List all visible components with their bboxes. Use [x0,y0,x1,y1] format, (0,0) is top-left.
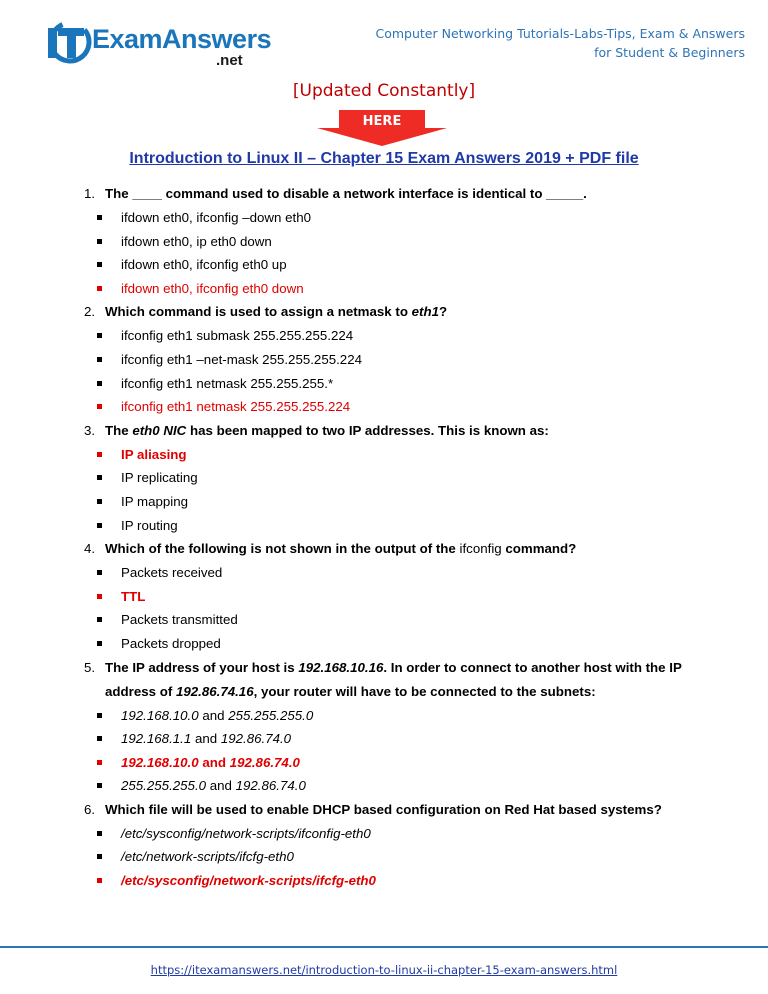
tagline-line-2: for Student & Beginners [594,45,745,60]
option [84,727,724,751]
question-4 [84,537,724,561]
tagline-line-1: Computer Networking Tutorials-Labs-Tips, Exam & Answers [375,26,745,41]
question-text: command? [501,541,577,557]
question-text: Which command is used to assign a netmask to [105,304,412,320]
question-text: ? [438,304,448,320]
option-part: 192.168.10.0 [121,754,199,770]
option: IP mapping [84,490,724,514]
option-part: and [198,754,230,770]
option-part: and [206,778,236,794]
option-part: 255.255.255.0 [228,707,314,723]
logo-net: .net [216,52,243,69]
option-part: 192.86.74.0 [220,731,292,747]
correct-option: TTL [84,585,724,609]
question-number: 2. [84,304,96,320]
question-text: The [105,422,133,438]
question-5 [84,656,724,704]
option: ifconfig eth1 –net-mask 255.255.255.224 [84,348,724,372]
question-term: 192.86.74.16 [175,683,254,699]
option: ifconfig eth1 submask 255.255.255.224 [84,324,724,348]
question-number: 6. [84,801,96,817]
question-text: Which file will be used to enable DHCP based configuration on Red Hat based systems? [105,801,662,817]
option: IP replicating [84,466,724,490]
question-term: eth1 [411,304,439,320]
site-tagline [325,24,745,62]
question-number: 4. [84,541,96,557]
updated-banner: [Updated Constantly] [292,81,476,101]
option: ifdown eth0, ifconfig –down eth0 [84,206,724,230]
option: Packets dropped [84,632,724,656]
question-1 [84,182,724,206]
question-text: The ____ command used to disable a network interface is identical to _____. [105,186,587,201]
option-part: 192.86.74.0 [229,754,300,770]
question-term: ifconfig [459,541,502,557]
question-text: . In order to connect to another host with the IP address of [105,659,682,699]
option [84,704,724,728]
option: Packets transmitted [84,608,724,632]
option: Packets received [84,561,724,585]
correct-option: ifconfig eth1 netmask 255.255.255.224 [84,395,724,419]
option: ifconfig eth1 netmask 255.255.255.* [84,372,724,396]
question-2 [84,300,724,324]
option: /etc/network-scripts/ifcfg-eth0 [84,845,724,869]
option [84,774,724,798]
question-number: 1. [84,186,96,201]
correct-option: ifdown eth0, ifconfig eth0 down [84,277,724,301]
question-text: has been mapped to two IP addresses. This is known as: [186,422,549,438]
site-logo[interactable] [44,14,272,74]
question-text: The IP address of your host is [105,659,299,675]
option-part: and [191,731,221,747]
here-label[interactable]: HERE [362,114,402,129]
question-term: eth0 NIC [132,422,187,438]
correct-option: IP aliasing [84,443,724,467]
correct-option [84,751,724,775]
correct-option: /etc/sysconfig/network-scripts/ifcfg-eth0 [84,869,724,893]
question-text: , your router will have to be connected to the subnets: [253,683,596,699]
footer-link[interactable]: https://itexamanswers.net/introduction-to-linux-ii-chapter-15-exam-answers.html [150,963,618,977]
logo-it-mark-icon [44,14,92,66]
question-term: 192.168.10.16 [298,659,384,675]
logo-text: ExamAnswers [92,24,272,54]
question-text: Which of the following is not shown in the output of the [105,541,460,557]
question-number: 3. [84,422,96,438]
option: IP routing [84,514,724,538]
option-part: and [198,707,229,723]
option-part: 192.168.1.1 [121,731,192,747]
option-part: 192.168.10.0 [121,707,199,723]
question-number: 5. [84,659,96,675]
page-title[interactable]: Introduction to Linux II – Chapter 15 Exam Answers 2019 + PDF file [129,150,639,167]
question-list [84,182,724,893]
footer-divider [0,946,768,948]
option: /etc/sysconfig/network-scripts/ifconfig-eth0 [84,822,724,846]
question-3 [84,419,724,443]
question-6 [84,798,724,822]
option-part: 192.86.74.0 [235,778,306,794]
option: ifdown eth0, ifconfig eth0 up [84,253,724,277]
option-part: 255.255.255.0 [121,778,207,794]
option: ifdown eth0, ip eth0 down [84,230,724,254]
